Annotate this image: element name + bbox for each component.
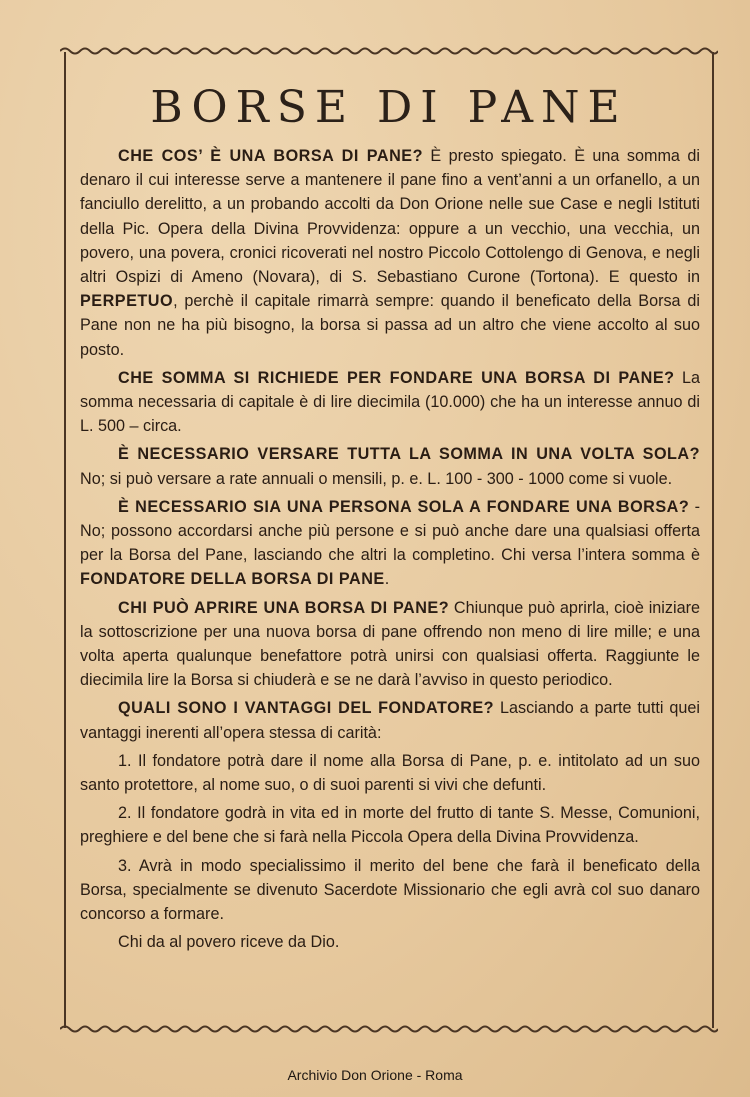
section-paragraph — [80, 366, 700, 439]
section-paragraph — [80, 596, 700, 693]
section-question: CHE SOMMA SI RICHIEDE PER FONDARE UNA BORSA DI PANE? — [118, 368, 675, 387]
section-text-end: , perchè il capitale rimarrà sempre: quando il beneficato della Borsa di Pane non ne ha più bisogno, la borsa si passa ad un altro che viene accolto al suo posto. — [80, 292, 700, 359]
section-text: No; si può versare a rate annuali o mensili, p. e. L. 100 - 300 - 1000 come si vuole. — [80, 469, 673, 488]
archive-footer: Archivio Don Orione - Roma — [287, 1067, 463, 1083]
page-title: BORSE DI PANE — [150, 82, 628, 133]
list-item: 2. Il fondatore godrà in vita ed in morte del frutto di tante S. Messe, Comunioni, preghiere e del bene che si farà nella Piccola Opera della Divina Provvidenza. — [80, 804, 700, 847]
decorative-frame — [64, 52, 714, 1028]
section-paragraph — [80, 442, 700, 490]
section-highlight: PERPETUO — [80, 292, 174, 311]
section-highlight: FONDATORE DELLA BORSA DI PANE — [80, 570, 385, 589]
section-question: È NECESSARIO SIA UNA PERSONA SOLA A FONDARE UNA BORSA? — [118, 497, 690, 516]
list-item: 3. Avrà in modo specialissimo il merito del bene che farà il beneficato della Borsa, specialmente se divenuto Sacerdote Missionario che egli avrà col suo danaro concorso a formare. — [80, 856, 700, 924]
section-paragraph — [80, 495, 700, 592]
section-question: CHE COS’ È UNA BORSA DI PANE? — [118, 147, 423, 165]
section-text: Lasciando a parte tutti quei vantaggi inerenti all’opera stessa di carità: — [80, 699, 700, 742]
section-question: CHI PUÒ APRIRE UNA BORSA DI PANE? — [118, 598, 450, 617]
frame-bottom-border — [60, 1024, 718, 1034]
section-text: - No; possono accordarsi anche più persone e si può anche dare una qualsiasi offerta per la Borsa del Pane, lasciando che altri la completino. Chi versa l’intera somma è — [80, 497, 701, 565]
section-text: Chiunque può aprirla, cioè iniziare la sottoscrizione per una nuova borsa di pane offrendo non meno di lire mille; e una volta aperta qualunque benefattore potrà unirsi con qualsiasi offerta. Raggiunte le diecimila lire la Borsa si chiuderà e se ne darà l’avviso in questo periodico. — [80, 598, 700, 690]
section-text-end: . — [384, 570, 390, 589]
section-paragraph — [80, 144, 700, 362]
list-item: 1. Il fondatore potrà dare il nome alla Borsa di Pane, p. e. intitolato ad un suo santo protettore, al nome suo, o di suoi parenti si vivi che defunti. — [80, 751, 700, 795]
article-body — [80, 144, 700, 959]
section-question: È NECESSARIO VERSARE TUTTA LA SOMMA IN UNA VOLTA SOLA? — [118, 445, 700, 464]
closing-line: Chi da al povero riceve da Dio. — [118, 933, 340, 952]
frame-top-border — [60, 46, 718, 56]
section-text: La somma necessaria di capitale è di lire diecimila (10.000) che ha un interesse annuo di L. 500 – circa. — [80, 368, 700, 436]
section-text: È presto spiegato. È una somma di denaro il cui interesse serve a mantenere il pane fino a vent’anni a un orfanello, a un fanciullo derelitto, a un probando accolti da Don Orione nelle sue Case e negli Istituti della Pic. Opera della Divina Provvidenza: oppure a un vecchio, una vecchia, un povero, una povera, cronici ricoverati nel nostro Piccolo Cottolengo di Genova, e negli altri Ospizi di Ameno (Novara), di S. Sebastiano Curone (Tortona). E questo in — [80, 147, 700, 287]
section-paragraph — [80, 696, 700, 744]
section-question: QUALI SONO I VANTAGGI DEL FONDATORE? — [118, 699, 495, 718]
